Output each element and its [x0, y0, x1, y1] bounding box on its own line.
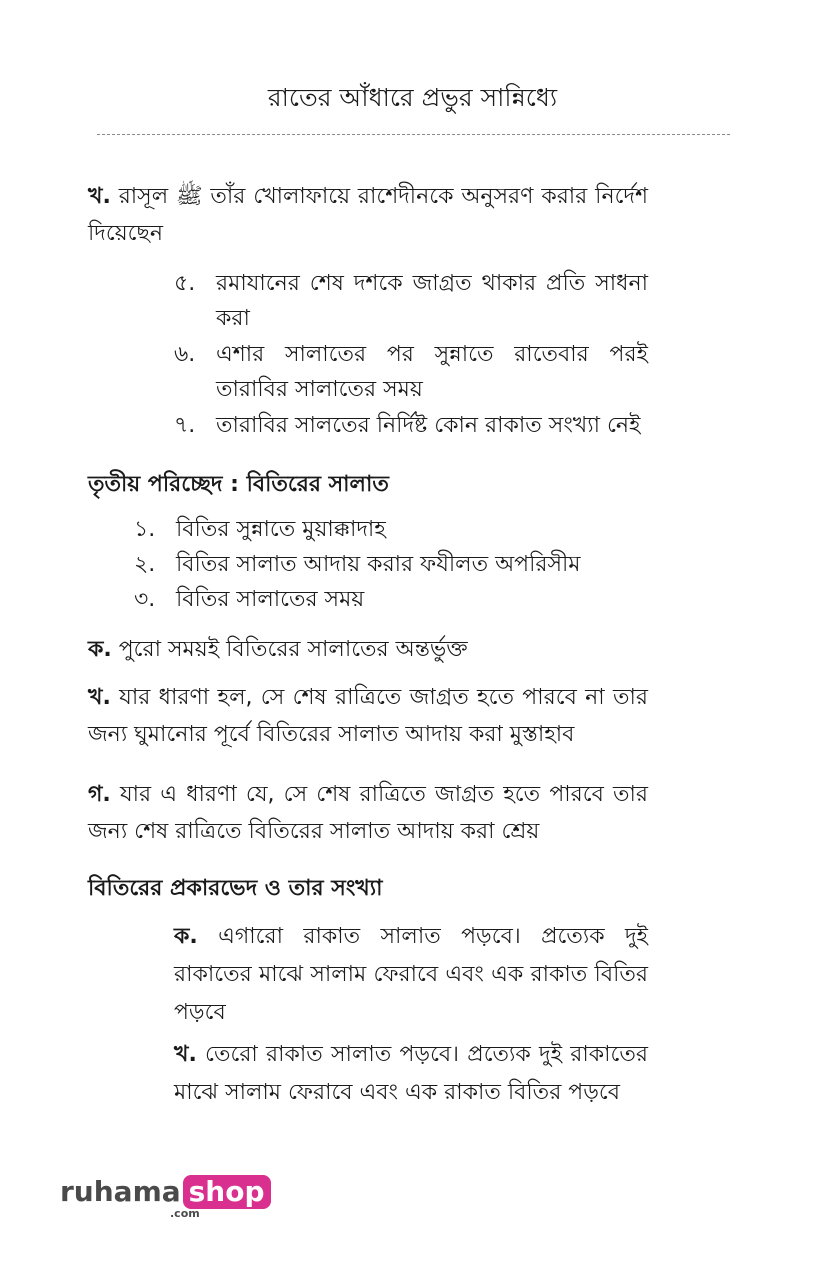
list-item	[134, 512, 634, 547]
list-item-text: রমাযানের শেষ দশকে জাগ্রত থাকার প্রতি সাধনা করা	[216, 271, 648, 331]
list-item-text: বিতির সালাতের সময়	[176, 587, 365, 612]
list-item	[134, 547, 634, 582]
header-divider	[97, 134, 730, 135]
paragraph-label: ক.	[88, 637, 112, 662]
running-header: রাতের আঁধারে প্রভুর সান্নিধ্যে	[267, 83, 558, 112]
paragraph-label: গ.	[88, 782, 111, 807]
list-item-number: ৩.	[134, 587, 156, 612]
paragraph-text: রাসূল ﷺ তাঁর খোলাফায়ে রাশেদীনকে অনুসরণ করার নির্দেশ দিয়েছেন	[88, 184, 648, 246]
list-item	[174, 408, 648, 443]
numbered-list-1-3	[134, 512, 634, 617]
numbered-list-5-7	[174, 266, 648, 443]
list-item-number: ৬.	[174, 342, 196, 367]
paragraph-ga	[88, 776, 648, 850]
paragraph-ka	[88, 631, 648, 668]
paragraph-text: পুরো সময়ই বিতিরের সালাতের অন্তর্ভুক্ত	[118, 637, 468, 662]
list-item-number: ৭.	[174, 413, 196, 438]
paragraph-label: খ.	[88, 685, 111, 710]
section-heading: বিতিরের প্রকারভেদ ও তার সংখ্যা	[88, 876, 383, 901]
logo-text-shop: shop	[183, 1175, 271, 1209]
paragraph-kha-1	[88, 178, 648, 252]
list-item-text: বিতির সালাত আদায় করার ফযীলত অপরিসীম	[176, 552, 581, 577]
paragraph-label: খ.	[88, 184, 111, 209]
list-item-text: বিতির সুন্নাতে মুয়াক্কাদাহ	[176, 517, 386, 542]
paragraph-kha-2	[88, 679, 648, 753]
list-item	[174, 337, 648, 407]
list-item-text: তারাবির সালতের নির্দিষ্ট কোন রাকাত সংখ্যা নেই	[216, 413, 641, 438]
paragraph-kha-indented	[174, 1036, 648, 1112]
list-item-number: ২.	[134, 552, 156, 577]
list-item	[134, 582, 634, 617]
paragraph-text: যার এ ধারণা যে, সে শেষ রাত্রিতে জাগ্রত হতে পারবে তার জন্য শেষ রাত্রিতে বিতিরের সালাত আদায় করা শ্রেয়	[88, 782, 648, 844]
list-item	[174, 266, 648, 336]
list-item-number: ৫.	[174, 271, 196, 296]
list-item-text: এশার সালাতের পর সুন্নাতে রাতেবার পরই তারাবির সালাতের সময়	[216, 342, 648, 402]
paragraph-text: তেরো রাকাত সালাত পড়বে। প্রত্যেক দুই রাকাতের মাঝে সালাম ফেরাবে এবং এক রাকাত বিতির পড়বে	[174, 1042, 648, 1105]
list-item-number: ১.	[134, 517, 156, 542]
paragraph-text: এগারো রাকাত সালাত পড়বে। প্রত্যেক দুই রাকাতের মাঝে সালাম ফেরাবে এবং এক রাকাত বিতির পড়বে	[174, 924, 648, 1025]
paragraph-ka-indented	[174, 918, 648, 1032]
section-heading: তৃতীয় পরিচ্ছেদ : বিতিরের সালাত	[88, 472, 389, 497]
logo-text-com: .com	[170, 1207, 200, 1220]
paragraph-label: খ.	[174, 1042, 197, 1067]
logo-text-ruhama: ruhama	[60, 1175, 181, 1208]
ruhamashop-logo	[60, 1175, 271, 1220]
paragraph-text: যার ধারণা হল, সে শেষ রাত্রিতে জাগ্রত হতে পারবে না তার জন্য ঘুমানোর পূর্বে বিতিরের সালাত আদায় করা মুস্তাহাব	[88, 685, 649, 747]
paragraph-label: ক.	[174, 924, 198, 949]
